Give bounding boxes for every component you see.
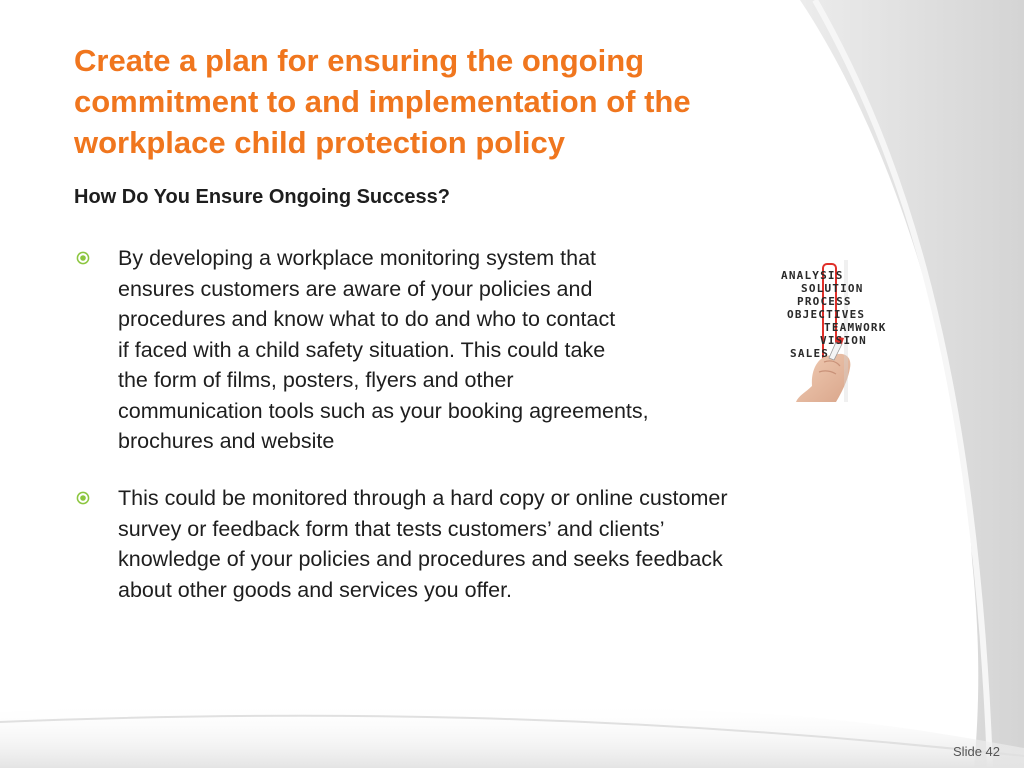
- bullet-line: about other goods and services you offer.: [118, 577, 513, 602]
- keyword-objectives: OBJECTIVES: [787, 308, 866, 321]
- keyword-analysis: ANALYSIS: [781, 269, 844, 282]
- bullet-line: ensures customers are aware of your policies and: [118, 276, 593, 301]
- bullet-item: [118, 483, 728, 605]
- bullet-item: [118, 243, 649, 457]
- slide-number: Slide 42: [953, 744, 1000, 759]
- slide-title-line: Create a plan for ensuring the ongoing: [74, 43, 645, 78]
- bullet-line: communication tools such as your booking agreements,: [118, 398, 649, 423]
- keyword-solution: SOLUTION: [801, 282, 864, 295]
- bullet-line: knowledge of your policies and procedures and seeks feedback: [118, 547, 723, 571]
- bullet-circle-icon: [76, 491, 90, 505]
- keyword-process: PROCESS: [797, 295, 852, 308]
- slide-title-line: workplace child protection policy: [74, 125, 565, 160]
- bullet-line: procedures and know what to do and who to contact: [118, 307, 616, 331]
- bullet-line: By developing a workplace monitoring system that: [118, 246, 597, 270]
- bullet-line: survey or feedback form that tests customers’ and clients’: [118, 516, 665, 541]
- bullet-line: brochures and website: [118, 429, 335, 453]
- bullet-circle-icon: [76, 251, 90, 265]
- keyword-sales: SALES: [790, 347, 830, 360]
- slide-title: [74, 40, 794, 163]
- keyword-vision: VISION: [820, 334, 867, 347]
- bullet-line: This could be monitored through a hard copy or online customer: [118, 486, 728, 510]
- slide-subtitle: How Do You Ensure Ongoing Success?: [74, 186, 450, 208]
- slide-title-line: commitment to and implementation of the: [74, 84, 691, 119]
- bullet-line: the form of films, posters, flyers and other: [118, 368, 514, 392]
- bullet-line: if faced with a child safety situation. This could take: [118, 337, 606, 362]
- keyword-teamwork: TEAMWORK: [824, 321, 887, 334]
- keywords-hand-illustration: [778, 260, 912, 402]
